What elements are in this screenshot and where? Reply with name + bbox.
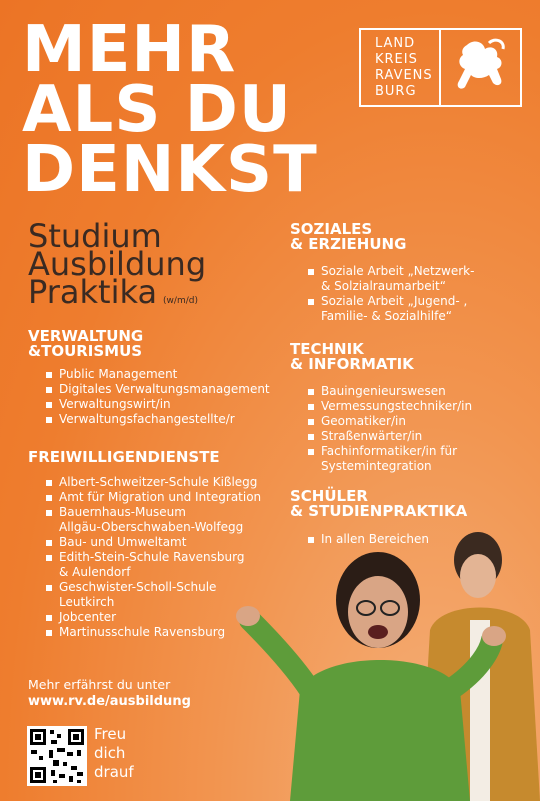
program-types: [28, 217, 207, 315]
list-item: Bauingenieurswesen: [308, 384, 472, 399]
section-title-line: VERWALTUNG: [28, 327, 144, 345]
website-link[interactable]: www.rv.de/ausbildung: [28, 694, 191, 709]
section-title: [28, 450, 261, 465]
list-item: Geschwister-Scholl-Schule Leutkirch: [46, 580, 261, 610]
section-title-line: & INFORMATIK: [290, 355, 414, 373]
list-item: Vermessungstechniker/in: [308, 399, 472, 414]
list-item: Bau- und Umweltamt: [46, 535, 261, 550]
logo-line: LAND: [375, 36, 416, 51]
logo-line: KREIS: [375, 52, 418, 67]
program-praktika-label: Praktika: [28, 273, 158, 311]
list-item: Verwaltungsfachangestellte/r: [46, 412, 270, 427]
program-ausbildung: Ausbildung: [28, 245, 207, 283]
logo-line: RAVENS: [375, 68, 433, 83]
list-item: In allen Bereichen: [308, 532, 467, 547]
list-item: Soziale Arbeit „Jugend- , Familie- & Sozialhilfe“: [308, 294, 474, 324]
slogan-line: Freu: [94, 725, 127, 743]
headline-line: MEHR: [22, 13, 237, 87]
gender-suffix: (w/m/d): [163, 296, 198, 306]
section-title-line: SOZIALES: [290, 220, 373, 238]
list-item: Fachinformatiker/in für Systemintegration: [308, 444, 472, 474]
section-list: [308, 264, 474, 324]
section-title-line: TECHNIK: [290, 340, 364, 358]
logo-wordmark: [361, 30, 441, 105]
list-item: Edith-Stein-Schule Ravensburg & Aulendorf: [46, 550, 261, 580]
section-title: [290, 489, 467, 519]
list-item: Jobcenter: [46, 610, 261, 625]
section-title: [290, 222, 474, 252]
lion-icon: [441, 30, 520, 105]
section-title-line: SCHÜLER: [290, 487, 368, 505]
section-title-line: FREIWILLIGENDIENSTE: [28, 448, 220, 466]
program-studium: Studium: [28, 217, 162, 255]
section-freiwilligendienste: [28, 450, 261, 640]
footer-line: Mehr erfährst du unter: [28, 677, 171, 692]
section-title: [290, 342, 472, 372]
headline: [22, 13, 318, 207]
slogan-line: dich: [94, 744, 126, 762]
section-list: [308, 384, 472, 474]
section-list: [46, 367, 270, 427]
logo-line: BURG: [375, 84, 417, 99]
headline-line: DENKST: [22, 133, 318, 207]
list-item: Verwaltungswirt/in: [46, 397, 270, 412]
program-praktika: [28, 273, 206, 315]
section-soziales: [290, 222, 474, 324]
slogan-line: drauf: [94, 763, 134, 781]
list-item: Amt für Migration und Integration: [46, 490, 261, 505]
list-item: Martinusschule Ravensburg: [46, 625, 261, 640]
list-item: Straßenwärter/in: [308, 429, 472, 444]
section-verwaltung: [28, 329, 270, 427]
section-title-line: & ERZIEHUNG: [290, 235, 407, 253]
slogan: [94, 725, 134, 782]
section-title: [28, 329, 270, 359]
section-title-line: & STUDIENPRAKTIKA: [290, 502, 468, 520]
headline-line: ALS DU: [22, 73, 292, 147]
list-item: Digitales Verwaltungsmanagement: [46, 382, 270, 397]
footer-note: [28, 676, 191, 710]
list-item: Bauernhaus-Museum Allgäu-Oberschwaben-Wolfegg: [46, 505, 261, 535]
section-list: [46, 475, 261, 640]
landkreis-logo: [359, 28, 522, 107]
section-technik: [290, 342, 472, 474]
list-item: Soziale Arbeit „Netzwerk- & Solzialraumarbeit“: [308, 264, 474, 294]
list-item: Geomatiker/in: [308, 414, 472, 429]
list-item: Albert-Schweitzer-Schule Kißlegg: [46, 475, 261, 490]
list-item: Public Management: [46, 367, 270, 382]
section-title-line: &TOURISMUS: [28, 342, 143, 360]
qr-code-icon[interactable]: [27, 726, 87, 786]
students-photo: [230, 520, 540, 801]
